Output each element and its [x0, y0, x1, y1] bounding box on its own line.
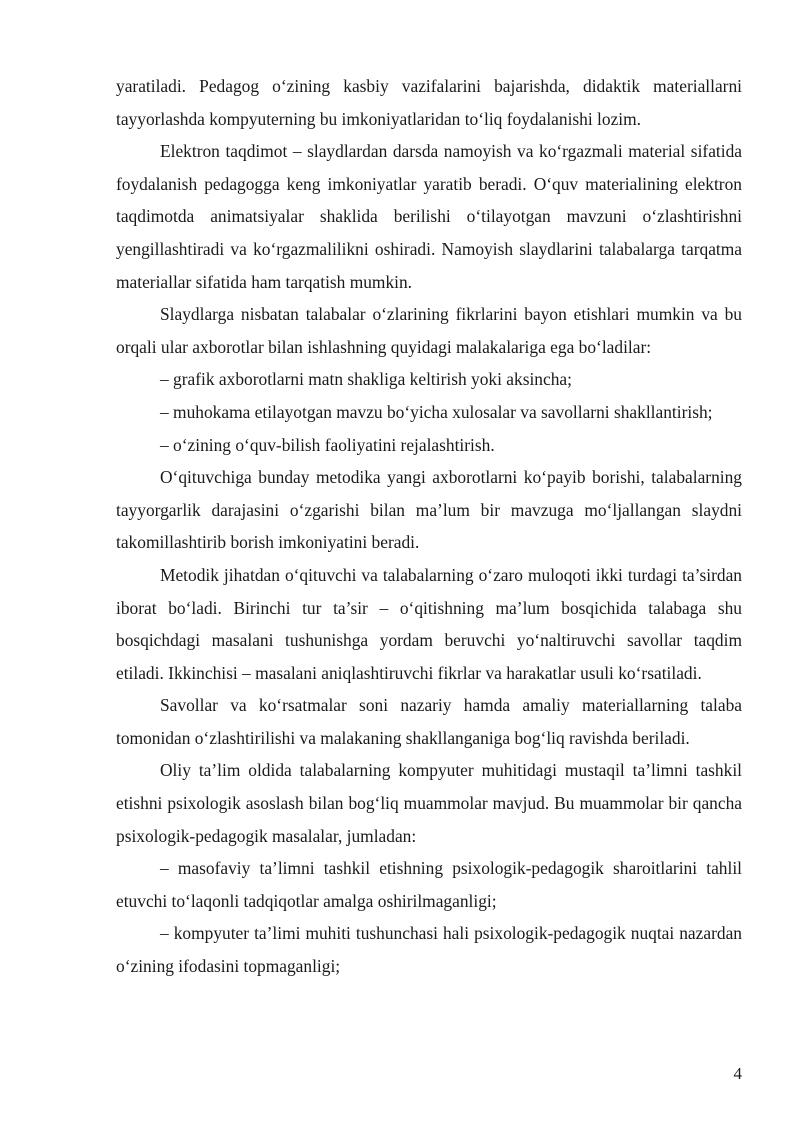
paragraph-teacher-methodology: O‘qituvchiga bunday metodika yangi axborotlarni ko‘payib borishi, talabalarning tayyorgarlik darajasini o‘zgarishi bilan ma’lum bir mavzuga mo‘ljallangan slaydni takomillashtirib borish imkoniyatini beradi.: [116, 467, 742, 553]
page-number: 4: [733, 1064, 742, 1083]
list-item-computer-learning: – kompyuter ta’limi muhiti tushunchasi hali psixologik-pedagogik nuqtai nazardan o‘zining ifodasini topmaganligi;: [116, 923, 742, 977]
list-item-discussion: – muhokama etilayotgan mavzu bo‘yicha xulosalar va savollarni shakllantirish;: [160, 401, 713, 422]
list-item-planning: – o‘zining o‘quv-bilish faoliyatini rejalashtirish.: [160, 434, 495, 455]
paragraph-higher-education: Oliy ta’lim oldida talabalarning kompyuter muhitidagi mustaqil ta’limni tashkil etishni psixologik asoslash bilan bog‘liq muammolar mavjud. Bu muammolar bir qancha psixologik-pedagogik masalalar, jumladan:: [116, 760, 742, 846]
paragraph-questions-instructions: Savollar va ko‘rsatmalar soni nazariy hamda amaliy materiallarning talaba tomonidan o‘zlashtirilishi va malakaning shakllanganiga bog‘liq ravishda beriladi.: [116, 695, 742, 748]
list-item-graphic-info: – grafik axborotlarni matn shakliga keltirish yoki aksincha;: [160, 369, 572, 390]
page-body: [116, 70, 742, 983]
paragraph-slides-students: Slaydlarga nisbatan talabalar o‘zlarining fikrlarini bayon etishlari mumkin va bu orqali ular axborotlar bilan ishlashning quyidagi malakalariga ega bo‘ladilar:: [116, 304, 742, 357]
list-item-distance-learning: – masofaviy ta’limni tashkil etishning psixologik-pedagogik sharoitlarini tahlil etuvchi to‘laqonli tadqiqotlar amalga oshirilmaganligi;: [116, 858, 742, 911]
paragraph-electronic-presentation: Elektron taqdimot – slaydlardan darsda namoyish va ko‘rgazmali material sifatida foydalanish pedagogga keng imkoniyatlar yaratib beradi. O‘quv materialining elektron taqdimotda animatsiyalar shaklida berilishi o‘tilayotgan mavzuni o‘zlashtirishni yengillashtiradi va ko‘rgazmalilikni oshiradi. Namoyish slaydlarini talabalarga tarqatma materiallar sifatida ham tarqatish mumkin.: [116, 141, 742, 292]
paragraph-continuation: yaratiladi. Pedagog o‘zining kasbiy vazifalarini bajarishda, didaktik materiallarni tayyorlashda kompyuterning bu imkoniyatlaridan to‘liq foydalanishi lozim.: [116, 76, 742, 129]
paragraph-methodical-interaction: Metodik jihatdan o‘qituvchi va talabalarning o‘zaro muloqoti ikki turdagi ta’sirdan iborat bo‘ladi. Birinchi tur ta’sir – o‘qitishning ma’lum bosqichida talabaga shu bosqichdagi masalani tushunishga yordam beruvchi yo‘naltiruvchi savollar taqdim etiladi. Ikkinchisi – masalani aniqlashtiruvchi fikrlar va harakatlar usuli ko‘rsatiladi.: [116, 564, 742, 683]
